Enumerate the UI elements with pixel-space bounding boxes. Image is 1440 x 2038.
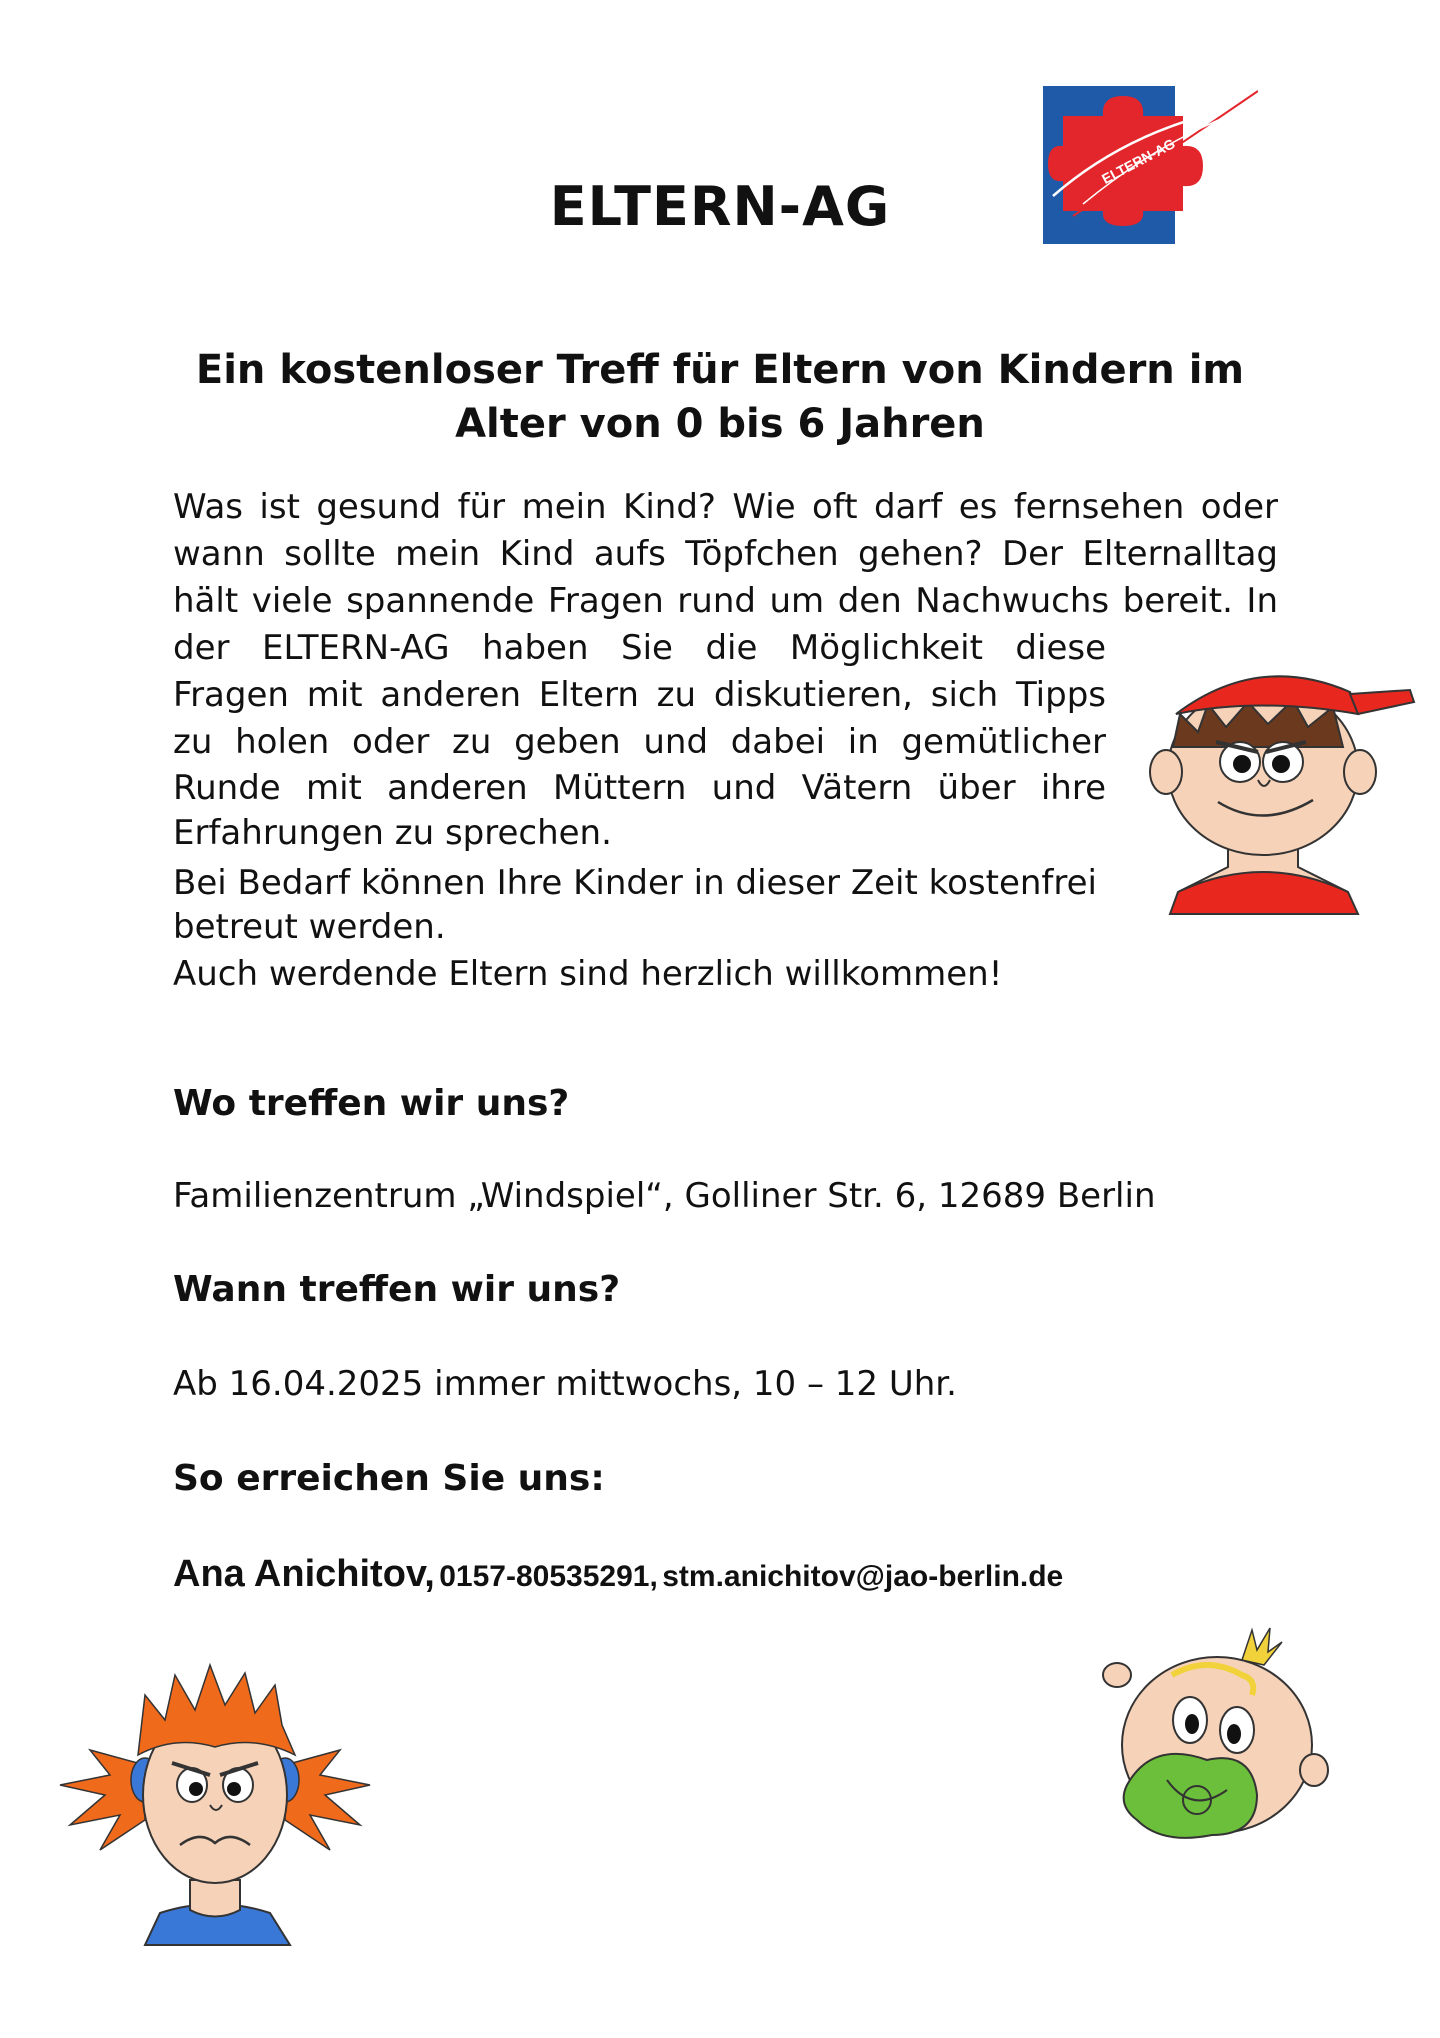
intro-line: der ELTERN-AG haben Sie die Möglichkeit diese	[173, 628, 1106, 668]
when-schedule: Ab 16.04.2025 immer mittwochs, 10 – 12 Uhr.	[173, 1364, 957, 1404]
intro-paragraph-wide	[173, 484, 1278, 624]
intro-line: Erfahrungen zu sprechen.	[173, 813, 612, 853]
contact-phone: 0157-80535291,	[439, 1560, 658, 1593]
intro-line: Bei Bedarf können Ihre Kinder in dieser Zeit kostenfrei	[173, 863, 1097, 903]
contact-heading: So erreichen Sie uns:	[173, 1458, 605, 1499]
eltern-ag-logo	[1043, 86, 1258, 244]
logo-text: ELTERN-AG	[1098, 135, 1178, 188]
girl-illustration	[50, 1655, 380, 1955]
when-heading: Wann treffen wir uns?	[173, 1269, 621, 1310]
intro-line: betreut werden.	[173, 907, 446, 947]
where-heading: Wo treffen wir uns?	[173, 1083, 570, 1124]
intro-paragraph-narrow	[173, 625, 1106, 812]
subtitle-line-1: Ein kostenloser Treff für Eltern von Kindern im	[195, 347, 1245, 393]
intro-line: wann sollte mein Kind aufs Töpfchen gehen? Der Elternalltag	[173, 533, 1278, 574]
subtitle-line-2: Alter von 0 bis 6 Jahren	[455, 401, 985, 447]
intro-line: Auch werdende Eltern sind herzlich willkommen!	[173, 954, 1003, 994]
intro-line: Was ist gesund für mein Kind? Wie oft darf es fernsehen oder	[173, 487, 1278, 527]
intro-line: Fragen mit anderen Eltern zu diskutieren, sich Tipps	[173, 674, 1106, 715]
where-address: Familienzentrum „Windspiel“, Golliner Str. 6, 12689 Berlin	[173, 1176, 1156, 1216]
contact-email[interactable]: stm.anichitov@jao-berlin.de	[662, 1560, 1064, 1593]
subtitle	[150, 343, 1290, 451]
boy-with-cap-illustration	[1118, 652, 1418, 932]
contact-line	[173, 1553, 1063, 1596]
contact-name: Ana Anichitov,	[173, 1553, 435, 1595]
page-title: ELTERN-AG	[549, 175, 891, 238]
intro-line: zu holen oder zu geben und dabei in gemütlicher	[173, 721, 1106, 762]
intro-line	[173, 860, 1106, 907]
intro-line: Runde mit anderen Müttern und Vätern über ihre	[173, 768, 1106, 809]
baby-illustration	[1092, 1620, 1342, 1890]
intro-line: hält viele spannende Fragen rund um den Nachwuchs bereit. In	[173, 580, 1278, 621]
